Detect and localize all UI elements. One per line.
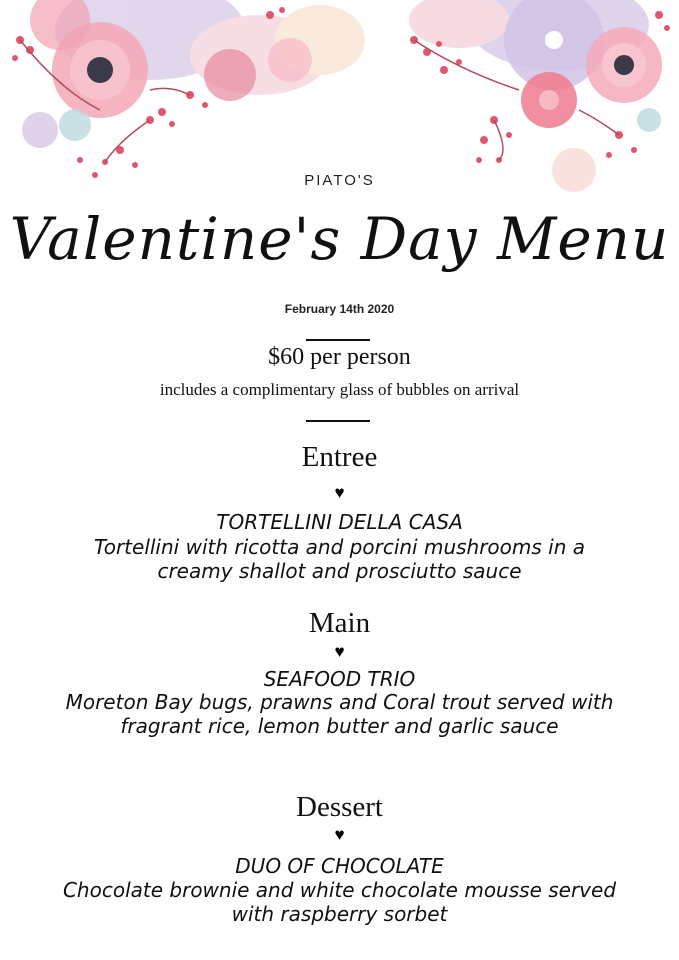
floral-decoration-left: [0, 0, 380, 190]
menu-date: February 14th 2020: [284, 302, 395, 316]
course-heading-dessert: Dessert: [296, 791, 383, 823]
dish-name-dessert: DUO OF CHOCOLATE: [235, 854, 444, 878]
heart-icon: ♥: [334, 825, 345, 844]
dish-description-dessert: Chocolate brownie and white chocolate mousse served with raspberry sorbet: [62, 878, 617, 926]
course-heading-main: Main: [308, 607, 371, 639]
price-per-person: $60 per person: [268, 344, 411, 370]
heart-icon: ♥: [334, 483, 345, 502]
course-heading-entree: Entree: [301, 441, 378, 473]
divider-line-top: [306, 339, 370, 341]
floral-decoration-right: [399, 0, 679, 200]
dish-description-main: Moreton Bay bugs, prawns and Coral trout served with fragrant rice, lemon butter and garlic sauce: [65, 690, 614, 738]
heart-icon: ♥: [334, 642, 345, 661]
dish-description-entree: Tortellini with ricotta and porcini mushrooms in a creamy shallot and prosciutto sauce: [93, 535, 586, 583]
price-inclusion-note: includes a complimentary glass of bubbles on arrival: [159, 380, 520, 399]
divider-line-bottom: [306, 420, 370, 422]
dish-name-entree: TORTELLINI DELLA CASA: [216, 510, 463, 534]
restaurant-name: PIATO'S: [304, 172, 375, 189]
dish-name-main: SEAFOOD TRIO: [263, 667, 416, 691]
menu-title: Valentine's Day Menu: [9, 205, 670, 273]
